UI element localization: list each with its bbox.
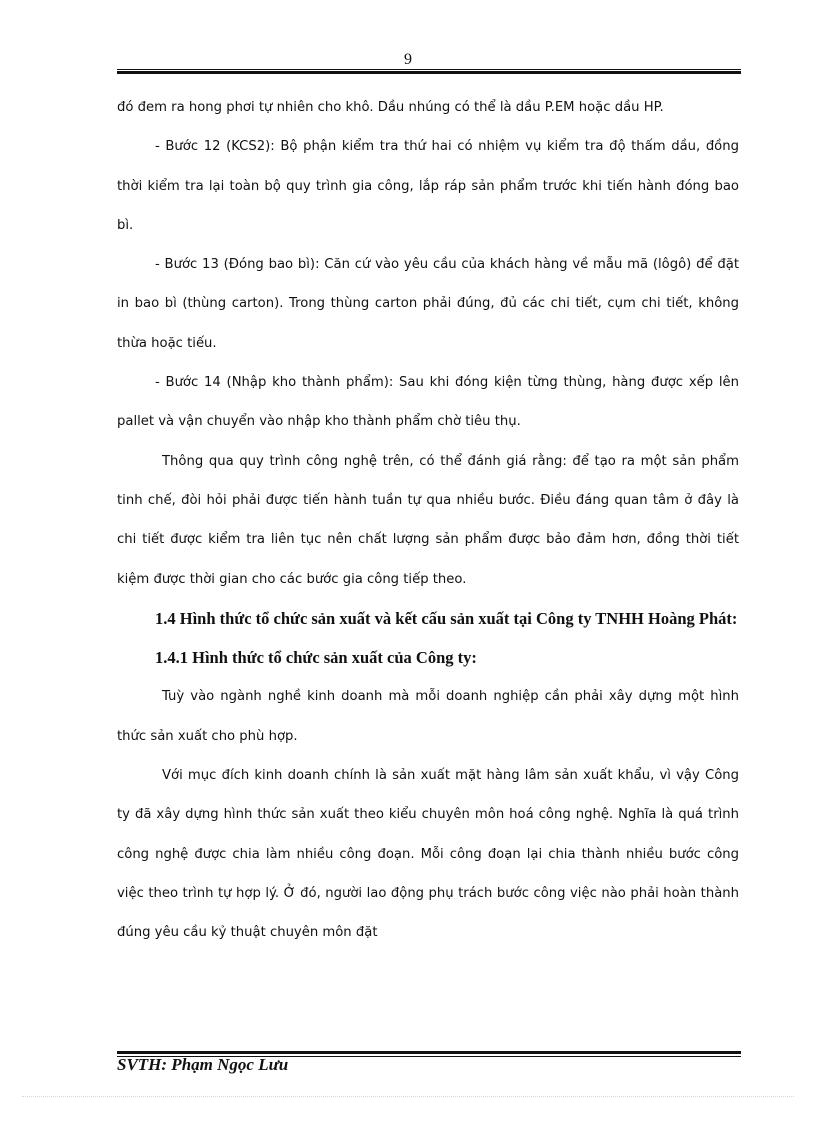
paragraph-continuation: đó đem ra hong phơi tự nhiên cho khô. Dầu nhúng có thể là dầu P.EM hoặc dầu HP. xyxy=(117,100,664,115)
paragraph-specialization: Với mục đích kinh doanh chính là sản xuất mặt hàng lâm sản xuất khẩu, vì vậy Công ty đã xây dựng hình thức sản xuất theo kiểu chuyên môn hoá công nghệ. Nghĩa là quá trình công nghệ được chia làm nhiều công đoạn. Mỗi công đoạn lại chia thành nhiều bước công việc theo trình tự hợp lý. Ở đó, người lao động phụ trách bước công việc nào phải hoàn thành đúng yêu cầu kỷ thuật chuyên môn đặt xyxy=(117,768,739,941)
section-heading-1-4: 1.4 Hình thức tổ chức sản xuất và kết cấu sản xuất tại Công ty TNHH Hoàng Phát: xyxy=(155,608,738,628)
document-body xyxy=(117,88,739,953)
paragraph-step-12: - Bước 12 (KCS2): Bộ phận kiểm tra thứ hai có nhiệm vụ kiểm tra độ thấm dầu, đồng thời kiểm tra lại toàn bộ quy trình gia công, lắp ráp sản phẩm trước khi tiến hành đóng bao bì. xyxy=(117,139,739,233)
paragraph-evaluation: Thông qua quy trình công nghệ trên, có thể đánh giá rằng: để tạo ra một sản phẩm tinh chế, đòi hỏi phải được tiến hành tuần tự qua nhiều bước. Điều đáng quan tâm ở đây là chi tiết được kiểm tra liên tục nên chất lượng sản phẩm được bảo đảm hơn, đồng thời tiết kiệm được thời gian cho các bước gia công tiếp theo. xyxy=(117,453,739,587)
page-number: 9 xyxy=(404,51,412,68)
header-rule-thin xyxy=(117,69,741,70)
paragraph-step-13: - Bước 13 (Đóng bao bì): Căn cứ vào yêu cầu của khách hàng về mẫu mã (lôgô) để đặt in bao bì (thùng carton). Trong thùng carton phải đúng, đủ các chi tiết, cụm chi tiết, không thừa hoặc tiếu. xyxy=(117,257,739,351)
paragraph-production-form: Tuỳ vào ngành nghề kinh doanh mà mỗi doanh nghiệp cần phải xây dựng một hình thức sản xuất cho phù hợp. xyxy=(117,689,739,744)
section-heading-1-4-1: 1.4.1 Hình thức tổ chức sản xuất của Công ty: xyxy=(155,648,477,668)
page-edge-divider xyxy=(22,1096,794,1097)
footer-rule-thick xyxy=(117,1051,741,1054)
paragraph-step-14: - Bước 14 (Nhập kho thành phẩm): Sau khi đóng kiện từng thùng, hàng được xếp lên pallet và vận chuyển vào nhập kho thành phẩm chờ tiêu thụ. xyxy=(117,375,739,430)
footer-author: SVTH: Phạm Ngọc Lưu xyxy=(117,1055,289,1074)
header-rule-thick xyxy=(117,71,741,74)
